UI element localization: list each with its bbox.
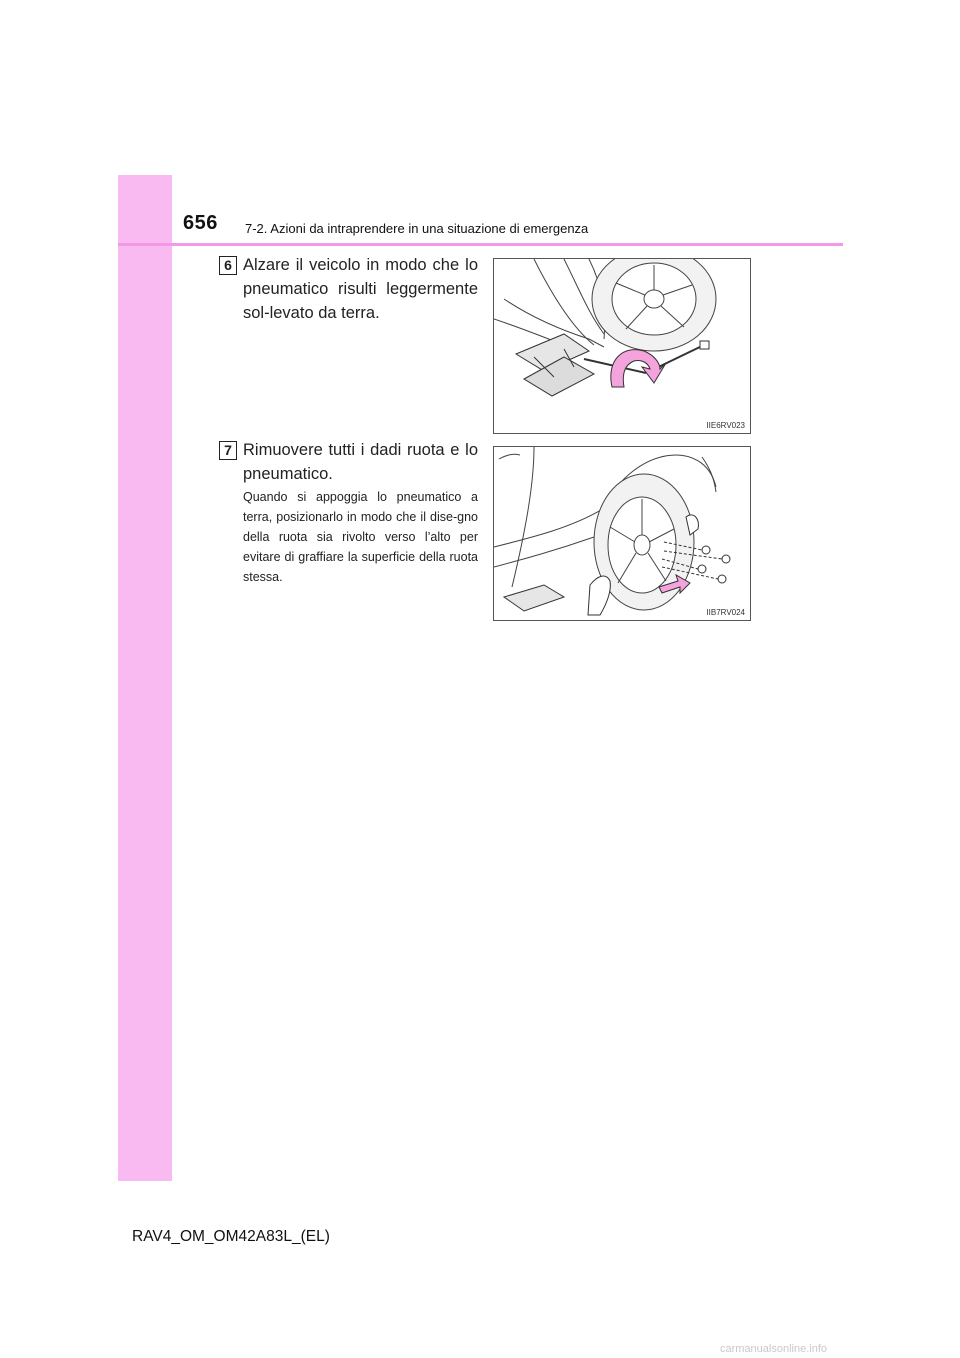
figure-jack-raise — [493, 258, 751, 434]
header-rule — [118, 243, 843, 246]
wheel-removal-illustration — [494, 447, 750, 620]
figure-wheel-removal — [493, 446, 751, 621]
step-6-text: Alzare il veicolo in modo che lo pneumatico risulti leggermente sol-levato da terra. — [243, 256, 478, 322]
section-title: 7-2. Azioni da intraprendere in una situazione di emergenza — [245, 221, 589, 236]
step-7-note: Quando si appoggia lo pneumatico a terra, posizionarlo in modo che il dise-gno della ruota sia rivolto verso l’alto per evitare di graffiare la superficie della ruota stessa. — [243, 490, 478, 584]
step-6-badge: 6 — [219, 256, 237, 275]
jack-raise-illustration — [494, 259, 750, 433]
footer-model-code: RAV4_OM_OM42A83L_(EL) — [132, 1228, 330, 1245]
step-7-badge: 7 — [219, 441, 237, 460]
figure-code: IIE6RV023 — [706, 421, 745, 430]
side-band — [118, 175, 172, 1181]
step-7-text: Rimuovere tutti i dadi ruota e lo pneumatico. — [243, 441, 478, 483]
watermark: carmanualsonline.info — [720, 1343, 828, 1355]
page-number: 656 — [183, 212, 218, 234]
figure-code: IIB7RV024 — [706, 608, 745, 617]
